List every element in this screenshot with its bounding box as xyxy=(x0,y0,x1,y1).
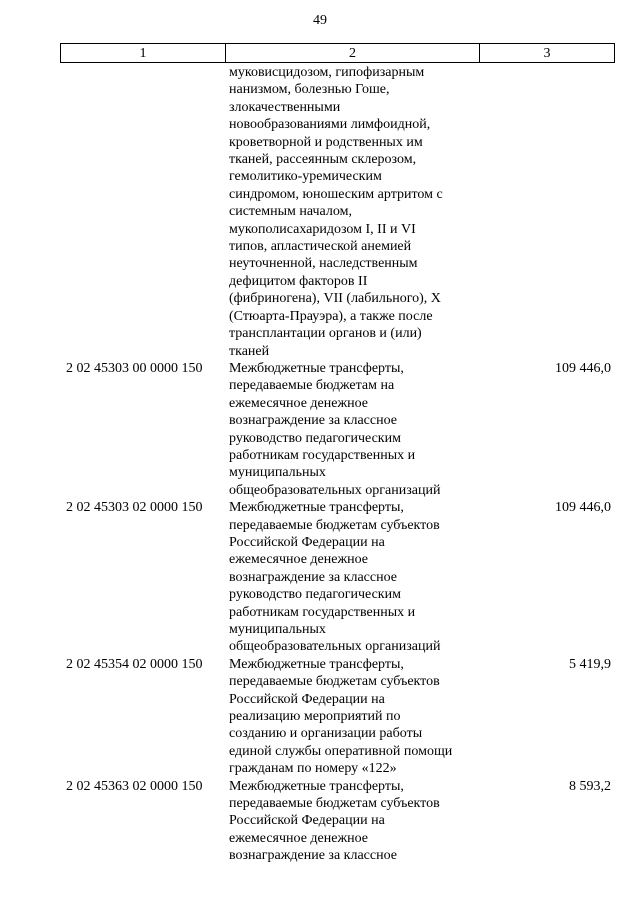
description-line: Межбюджетные трансферты, xyxy=(229,500,404,516)
table-header xyxy=(60,43,615,63)
table-row xyxy=(60,360,611,499)
description-line: вознаграждение за классное xyxy=(229,413,397,429)
description-line: кроветворной и родственных им xyxy=(229,134,423,150)
table-row xyxy=(60,656,611,778)
description-line: передаваемые бюджетам субъектов xyxy=(229,517,440,533)
description-line: Межбюджетные трансферты, xyxy=(229,656,404,672)
description-line: вознаграждение за классное xyxy=(229,848,397,864)
description-cell xyxy=(224,64,477,360)
description-line: нанизмом, болезнью Гоше, xyxy=(229,82,390,98)
description-line: муковисцидозом, гипофизарным xyxy=(229,65,425,80)
table-row xyxy=(60,778,611,865)
description-line: Российской Федерации на xyxy=(229,691,385,707)
table-row xyxy=(60,499,611,656)
page-number: 49 xyxy=(313,13,327,28)
table-header-row xyxy=(61,44,615,63)
description-line: передаваемые бюджетам субъектов xyxy=(229,674,440,690)
amount-cell: 8 593,2 xyxy=(569,778,611,794)
budget-code-cell: 2 02 45303 02 0000 150 xyxy=(66,500,203,516)
description-line: реализацию мероприятий по xyxy=(229,709,401,725)
description-line: трансплантации органов и (или) xyxy=(229,326,422,342)
description-line: тканей xyxy=(229,343,270,359)
header-column-3: 3 xyxy=(480,44,615,63)
description-cell xyxy=(224,778,477,865)
description-line: (фибриногена), VII (лабильного), X xyxy=(229,291,441,307)
description-line: ежемесячное денежное xyxy=(229,395,369,411)
description-cell xyxy=(224,499,477,656)
description-line: передаваемые бюджетам субъектов xyxy=(229,796,440,812)
description-line: типов, апластической анемией xyxy=(229,239,412,255)
description-line: Межбюджетные трансферты, xyxy=(229,778,404,794)
description-line: гражданам по номеру «122» xyxy=(229,761,397,777)
description-line: Российской Федерации на xyxy=(229,813,385,829)
description-line: тканей, рассеянным склерозом, xyxy=(229,152,417,168)
description-line: системным началом, xyxy=(229,204,352,220)
description-line: Межбюджетные трансферты, xyxy=(229,360,404,376)
description-line: муниципальных xyxy=(229,622,326,637)
description-cell xyxy=(224,360,477,499)
description-line: мукополисахаридозом I, II и VI xyxy=(229,221,416,237)
table-row xyxy=(60,64,611,360)
description-line: руководство педагогическим xyxy=(229,587,401,603)
table-body xyxy=(60,64,611,865)
budget-code-cell: 2 02 45354 02 0000 150 xyxy=(66,656,203,672)
description-line: единой службы оперативной помощи xyxy=(229,743,453,759)
description-line: муниципальных xyxy=(229,465,326,481)
description-line: злокачественными xyxy=(229,99,341,115)
description-line: гемолитико-уремическим xyxy=(229,169,382,185)
description-line: общеобразовательных организаций xyxy=(229,639,441,655)
description-line: руководство педагогическим xyxy=(229,430,401,446)
description-line: вознаграждение за классное xyxy=(229,569,397,585)
budget-code-cell: 2 02 45363 02 0000 150 xyxy=(66,778,203,794)
description-line: передаваемые бюджетам на xyxy=(229,378,395,394)
description-line: новообразованиями лимфоидной, xyxy=(229,117,431,133)
description-line: общеобразовательных организаций xyxy=(229,482,441,498)
amount-cell: 5 419,9 xyxy=(569,656,611,672)
description-line: работникам государственных и xyxy=(229,447,416,463)
amount-cell: 109 446,0 xyxy=(555,500,611,516)
description-line: Российской Федерации на xyxy=(229,534,385,550)
description-line: работникам государственных и xyxy=(229,604,416,620)
description-line: ежемесячное денежное xyxy=(229,552,369,568)
amount-cell: 109 446,0 xyxy=(555,360,611,376)
description-line: созданию и организации работы xyxy=(229,726,423,742)
header-column-2: 2 xyxy=(226,44,480,63)
description-line: синдромом, юношеским артритом с xyxy=(229,186,443,202)
header-column-1: 1 xyxy=(61,44,226,63)
description-line: (Стюарта-Прауэра), а также после xyxy=(229,308,433,324)
description-line: неуточненной, наследственным xyxy=(229,256,418,272)
budget-code-cell: 2 02 45303 00 0000 150 xyxy=(66,360,203,376)
description-line: ежемесячное денежное xyxy=(229,830,369,846)
description-line: дефицитом факторов II xyxy=(229,273,368,289)
description-cell xyxy=(224,656,477,778)
